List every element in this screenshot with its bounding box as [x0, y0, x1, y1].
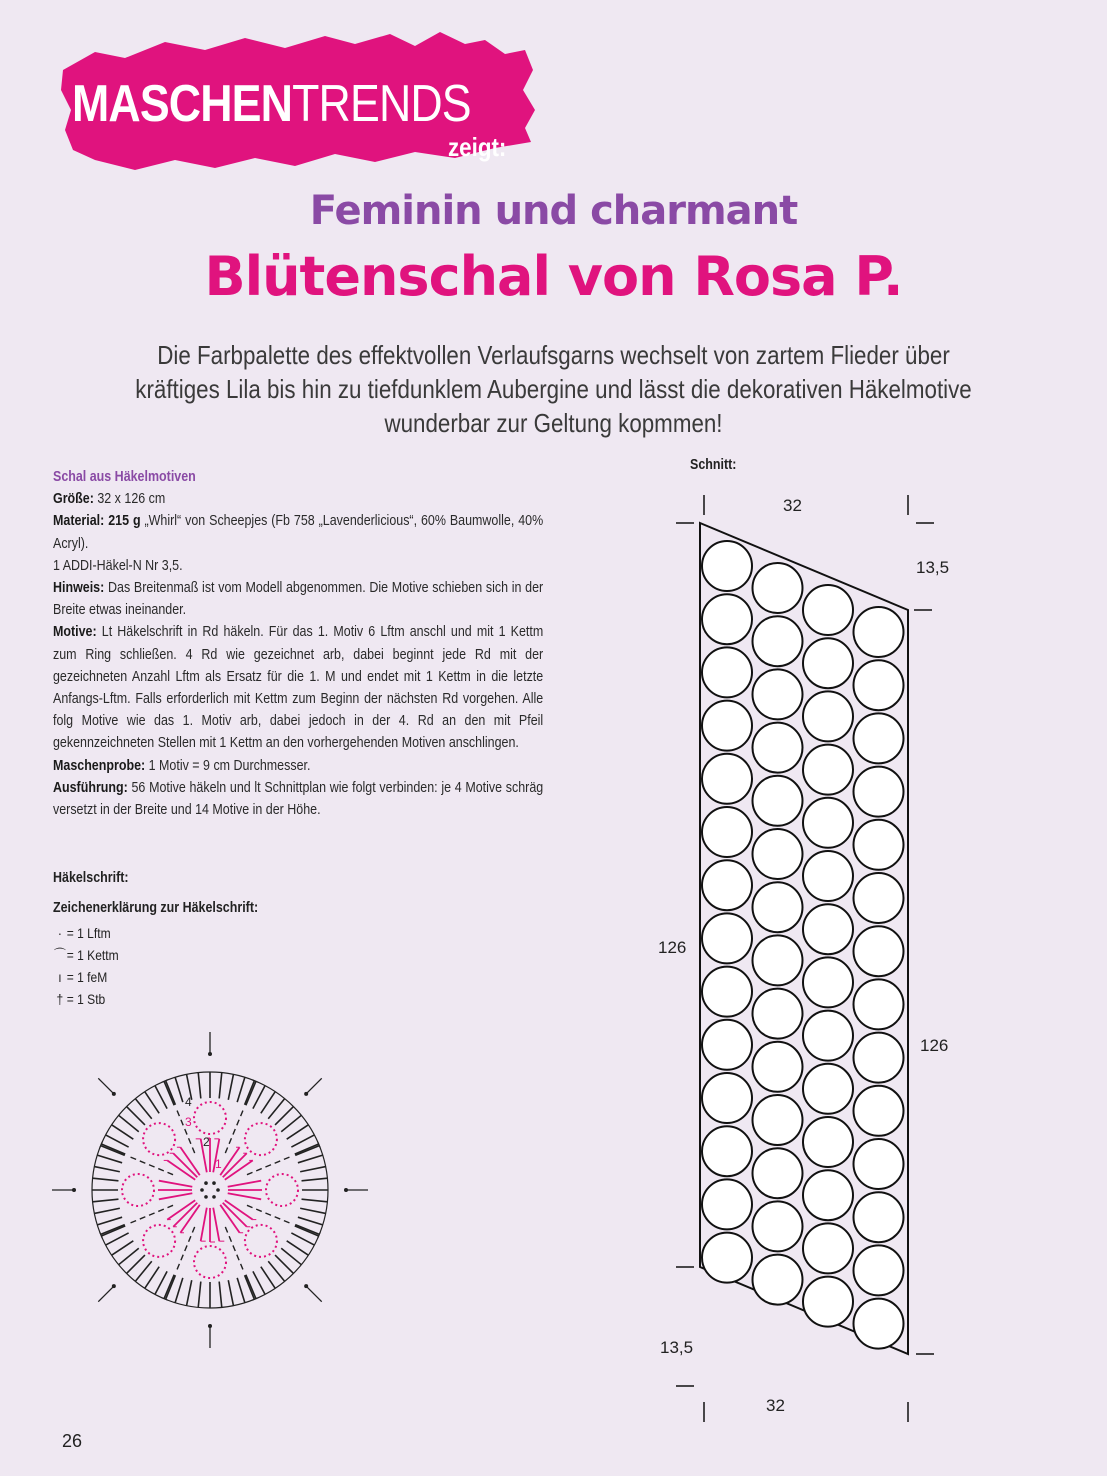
join-arrow-head: [208, 1324, 212, 1328]
stitch-treble: [281, 1248, 301, 1264]
stitch-treble: [119, 1248, 139, 1264]
stitch-treble: [295, 1146, 319, 1156]
stitch-treble: [228, 1074, 233, 1099]
dim-offset-bottom: 13,5: [660, 1338, 694, 1357]
motif-circle: [753, 1042, 803, 1092]
legend-item: ı = 1 feM: [58, 969, 108, 985]
stitch-treble: [175, 1077, 183, 1102]
dim-height-right: 126: [920, 1036, 949, 1055]
chain-dot: [200, 1188, 204, 1192]
motif-circle: [753, 829, 803, 879]
material-line: Material: 215 g „Whirl“ von Scheepjes (Fb 758 „Lavenderlicious“, 60% Baumwolle, 40% Acryl).: [53, 513, 544, 552]
stitch-treble: [127, 1107, 145, 1125]
legend-heading: Zeichenerklärung zur Häkelschrift:: [53, 900, 259, 916]
motif-circle: [803, 798, 853, 848]
motif-circle: [753, 1095, 803, 1145]
motifs-line: Motive: Lt Häkelschrift in Rd häkeln. Für das 1. Motiv 6 Lftm anschl und mit 1 Kettm zum Ring schließen. 4 Rd wie gezeichnet arb, dabei beginnt jede Rd mit der gezeichneten Anzahl Lftm als Ersatz für die 1. M und endet mit 1 Kettm in die letzte Anfangs-Lftm. Falls erforderlich mit Kettm zum Beginn der nächsten Rd vorgehen. Alle folg Motive wie das 1. Motiv arb, dabei jedoch in der 4. Rd an den mit Pfeil gekennzeichneten Stellen mit 1 Kettm an den vorhergehenden Motiven anschlingen.: [53, 624, 544, 752]
dim-height-left: 126: [658, 938, 687, 957]
stitch-treble: [246, 1081, 256, 1105]
stitch-treble: [201, 1208, 207, 1241]
stitch-treble: [281, 1115, 301, 1131]
stitch-treble: [228, 1181, 261, 1187]
stitch-treble: [93, 1199, 119, 1202]
motif-circle: [803, 904, 853, 954]
schnitt-diagram: [660, 480, 960, 1440]
motif-circle: [702, 1179, 752, 1229]
motif-circle: [702, 1233, 752, 1283]
round-label: 4: [185, 1095, 192, 1109]
motif-circle: [702, 647, 752, 697]
stitch-treble: [187, 1280, 192, 1305]
chain-arc: [194, 1102, 226, 1134]
stitch-treble: [106, 1233, 129, 1245]
stitch-sc: [177, 1227, 195, 1269]
chain-arc: [122, 1174, 154, 1206]
stitch-treble: [302, 1199, 328, 1202]
motif-circle: [702, 1126, 752, 1176]
motif-circle: [854, 660, 904, 710]
stitch-treble: [112, 1241, 134, 1255]
stitch-treble: [295, 1144, 319, 1154]
section-title: Schal aus Häkelmotiven: [53, 469, 196, 485]
motif-circle: [753, 563, 803, 613]
round-label: 3: [185, 1115, 192, 1129]
stitch-treble: [175, 1278, 183, 1303]
stitch-treble: [94, 1208, 119, 1213]
stitch-treble: [275, 1107, 293, 1125]
stitch-treble: [119, 1115, 139, 1131]
stitch-sc: [247, 1205, 289, 1223]
stitch-treble: [145, 1267, 159, 1289]
stitch-treble: [253, 1271, 265, 1294]
chain-dot: [212, 1181, 216, 1185]
stitch-treble: [298, 1155, 323, 1163]
stitch-treble: [155, 1086, 167, 1109]
motif-circle: [803, 851, 853, 901]
motif-circle: [854, 820, 904, 870]
motif-circle: [803, 957, 853, 1007]
stitch-treble: [97, 1155, 122, 1163]
chain-arc: [245, 1225, 277, 1257]
chain-dot: [216, 1188, 220, 1192]
motif-circle: [803, 1117, 853, 1167]
stitch-sc: [225, 1227, 243, 1269]
page-number: 26: [62, 1431, 83, 1451]
motif-circle: [702, 807, 752, 857]
tool-line: 1 ADDI-Häkel-N Nr 3,5.: [53, 557, 183, 574]
motif-circle: [803, 1170, 853, 1220]
stitch-treble: [268, 1099, 284, 1119]
motif-circle: [854, 1139, 904, 1189]
stitch-sc: [131, 1157, 173, 1175]
crochet-chart: [45, 1030, 375, 1365]
join-arrow-head: [208, 1052, 212, 1056]
stitch-treble: [198, 1282, 201, 1308]
motif-circle: [753, 723, 803, 773]
join-arrow-head: [112, 1092, 116, 1096]
motif-circle: [753, 616, 803, 666]
motif-circle: [854, 1245, 904, 1295]
chain-dot: [204, 1181, 208, 1185]
stitch-treble: [101, 1225, 125, 1235]
stitch-treble: [246, 1275, 256, 1299]
motif-circle: [753, 1201, 803, 1251]
motif-circle: [753, 669, 803, 719]
stitch-treble: [228, 1280, 233, 1305]
chain-dot: [204, 1195, 208, 1199]
motif-circle: [702, 967, 752, 1017]
chain-arc: [245, 1123, 277, 1155]
motif-circle: [753, 1255, 803, 1305]
stitch-treble: [94, 1167, 119, 1172]
dim-offset-top: 13,5: [916, 558, 950, 577]
motif-circle: [803, 585, 853, 635]
stitch-treble: [93, 1178, 119, 1181]
stitch-treble: [166, 1275, 176, 1299]
motif-circle: [803, 745, 853, 795]
chain-arc: [266, 1174, 298, 1206]
motif-circle: [854, 1086, 904, 1136]
motif-circle: [803, 638, 853, 688]
motif-circle: [803, 1011, 853, 1061]
join-arrow-head: [344, 1188, 348, 1192]
stitch-treble: [275, 1255, 293, 1273]
stitch-treble: [112, 1125, 134, 1139]
motif-circle: [702, 913, 752, 963]
stitch-treble: [219, 1073, 222, 1099]
chain-arc: [194, 1246, 226, 1278]
execution-line: Ausführung: 56 Motive häkeln und lt Schnittplan wie folgt verbinden: je 4 Motive schräg versetzt in der Breite und 14 Motive in der Höhe.: [53, 779, 544, 819]
join-arrow: [98, 1286, 114, 1302]
stitch-treble: [287, 1241, 309, 1255]
join-arrow-head: [112, 1284, 116, 1288]
join-arrow-head: [304, 1284, 308, 1288]
chart-heading: Häkelschrift:: [53, 870, 129, 886]
join-arrow: [306, 1078, 322, 1094]
stitch-treble: [97, 1217, 122, 1225]
motif-circle: [854, 979, 904, 1029]
motif-circle: [702, 1020, 752, 1070]
stitch-treble: [298, 1217, 323, 1225]
motif-circle: [854, 873, 904, 923]
motif-circle: [803, 1064, 853, 1114]
stitch-treble: [101, 1146, 125, 1156]
stitch-treble: [135, 1261, 151, 1281]
stitch-treble: [198, 1073, 201, 1099]
stitch-treble: [164, 1081, 174, 1105]
join-arrow: [306, 1286, 322, 1302]
round-label: 2: [203, 1135, 210, 1149]
chain-arc: [143, 1225, 175, 1257]
join-arrow: [98, 1078, 114, 1094]
stitch-treble: [295, 1225, 319, 1235]
motif-circle: [854, 1192, 904, 1242]
motif-circle: [854, 926, 904, 976]
dim-bottom-width: 32: [766, 1396, 785, 1415]
join-arrow-head: [72, 1188, 76, 1192]
stitch-treble: [261, 1267, 275, 1289]
motif-circle: [702, 701, 752, 751]
stitch-treble: [245, 1081, 255, 1105]
motif-circle: [854, 1299, 904, 1349]
stitch-treble: [300, 1167, 325, 1172]
stitch-treble: [135, 1099, 151, 1119]
page-title: Blütenschal von Rosa P.: [204, 245, 903, 308]
stitch-treble: [164, 1275, 174, 1299]
motif-circle: [753, 935, 803, 985]
motif-circle: [753, 882, 803, 932]
dim-top-width: 32: [783, 496, 802, 515]
note-line: Hinweis: Das Breitenmaß ist vom Modell abgenommen. Die Motive schieben sich in der Breite etwas ineinander.: [53, 580, 544, 619]
chain-arc: [143, 1123, 175, 1155]
stitch-treble: [145, 1092, 159, 1114]
stitch-treble: [228, 1193, 261, 1199]
stitch-treble: [219, 1282, 222, 1308]
stitch-sc: [225, 1111, 243, 1153]
stitch-treble: [287, 1125, 309, 1139]
stitch-treble: [295, 1226, 319, 1236]
stitch-treble: [237, 1278, 245, 1303]
legend-item: ⌒= 1 Kettm: [53, 947, 119, 963]
stitch-treble: [106, 1135, 129, 1147]
motif-circle: [753, 776, 803, 826]
legend-item: † = 1 Stb: [56, 991, 106, 1007]
schnitt-label: Schnitt:: [690, 457, 737, 473]
stitch-treble: [155, 1271, 167, 1294]
legend: [53, 922, 119, 1010]
motif-circle: [702, 754, 752, 804]
motif-circle: [854, 713, 904, 763]
brand-suffix: zeigt:: [448, 132, 507, 162]
page-subtitle: Feminin und charmant: [309, 188, 798, 234]
motif-circle: [803, 691, 853, 741]
motif-circle: [702, 594, 752, 644]
stitch-treble: [302, 1178, 328, 1181]
instructions: [53, 466, 543, 821]
motif-circle: [803, 1277, 853, 1327]
motif-circle: [803, 1223, 853, 1273]
stitch-treble: [101, 1226, 125, 1236]
lead-paragraph: Die Farbpalette des effektvollen Verlaufsgarns wechselt von zartem Flieder über kräftiges Lila bis hin zu tiefdunklem Aubergine und lässt die dekorativen Häkelmotive wunderbar zur Geltung kopmmen!: [135, 340, 972, 438]
motif-circle: [753, 1148, 803, 1198]
motif-circle: [854, 767, 904, 817]
motif-circle: [702, 1073, 752, 1123]
round-label: 1: [215, 1157, 222, 1171]
brand-logo: MASCHENTRENDS: [72, 75, 471, 133]
chain-dot: [212, 1195, 216, 1199]
size-line: Größe: 32 x 126 cm: [53, 491, 166, 508]
stitch-treble: [127, 1255, 145, 1273]
stitch-treble: [237, 1077, 245, 1102]
motif-circle: [702, 860, 752, 910]
stitch-treble: [261, 1092, 275, 1114]
stitch-treble: [253, 1086, 265, 1109]
stitch-sc: [131, 1205, 173, 1223]
stitch-treble: [245, 1275, 255, 1299]
stitch-treble: [213, 1208, 219, 1241]
motif-circle: [854, 607, 904, 657]
motif-circle: [854, 1033, 904, 1083]
stitch-treble: [101, 1144, 125, 1154]
stitch-treble: [159, 1181, 192, 1187]
gauge-line: Maschenprobe: 1 Motiv = 9 cm Durchmesser.: [53, 757, 311, 774]
legend-item: · = 1 Lftm: [57, 925, 111, 941]
motif-circle: [702, 541, 752, 591]
stitch-treble: [166, 1081, 176, 1105]
stitch-sc: [247, 1157, 289, 1175]
join-arrow-head: [304, 1092, 308, 1096]
stitch-treble: [291, 1135, 314, 1147]
stitch-treble: [291, 1233, 314, 1245]
stitch-treble: [268, 1261, 284, 1281]
stitch-treble: [300, 1208, 325, 1213]
motif-circle: [753, 989, 803, 1039]
stitch-treble: [159, 1193, 192, 1199]
